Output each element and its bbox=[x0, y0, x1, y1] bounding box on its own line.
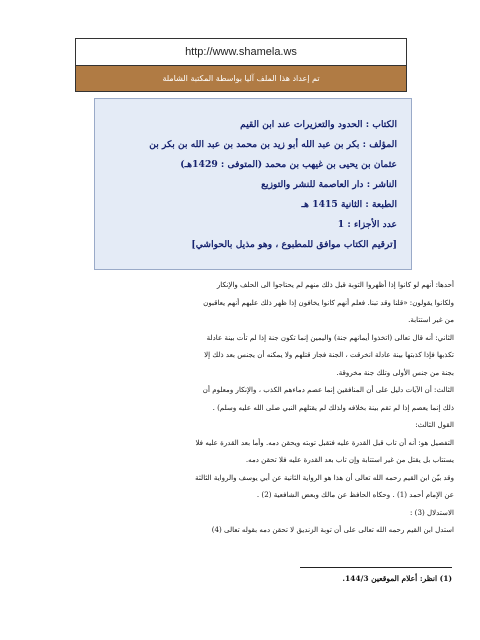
banner-note: تم إعداد هذا الملف آليا بواسطة المكتبة الشاملة bbox=[76, 66, 406, 91]
text-line: وقد بيّن ابن القيم رحمه الله تعالى أن هذا هو الرواية الثانية عن أبي يوسف والرواية الثالثة bbox=[195, 472, 454, 482]
author-line-2: عثمان بن يحيى بن غيهب بن محمد (المتوفى : 1429هـ) bbox=[180, 159, 397, 170]
text-line: بجنة من جنس الأولى وتلك جنة مخروقة. bbox=[336, 367, 454, 377]
text-line: من غير استتابة. bbox=[408, 315, 454, 324]
footnote: (1) انظر: أعلام الموقعين 144/3. bbox=[342, 574, 452, 583]
text-line: تكذبها فإذا كذبتها بينة عادلة انخرقت ، الجنة فجاز قتلهم ولا يمكنه أن يجنس بعد ذلك إلا bbox=[204, 350, 454, 359]
numbering-note-line: [ترقيم الكتاب موافق للمطبوع ، وهو مذيل بالحواشي] bbox=[191, 239, 397, 250]
text-line: الثالث: أن الآيات دليل على أن المنافقين إنما عصم دماءهم الكذب ، والإنكار ومعلوم أن bbox=[202, 385, 454, 394]
book-title-line: الكتاب : الحدود والتعزيرات عند ابن القيم bbox=[240, 119, 397, 130]
footnote-divider bbox=[300, 567, 452, 568]
parts-line: عدد الأجزاء : 1 bbox=[337, 219, 397, 230]
text-line: أحدها: أنهم لو كانوا إذا أظهروا التوبة قبل ذلك منهم لم يحتاجوا الى الحلف والإنكار bbox=[216, 280, 454, 289]
text-line: عن الإمام أحمد (1) . وحكاه الحافظ عن مالك وبعض الشافعية (2) . bbox=[256, 490, 454, 499]
text-line: ولكانوا يقولون: «قلنا وقد تبنا. فعلم أنهم كانوا يخافون إذا ظهر ذلك عليهم أنهم يعاقبون bbox=[203, 297, 454, 307]
publisher-line: الناشر : دار العاصمة للنشر والتوزيع bbox=[261, 179, 397, 190]
section-heading: الاستدلال (3) : bbox=[410, 507, 454, 517]
banner-url-link[interactable]: http://www.shamela.ws bbox=[76, 39, 406, 66]
section-heading: القول الثالث: bbox=[415, 420, 454, 429]
body-text bbox=[22, 276, 454, 539]
text-line: ذلك إنما يعصم إذا لم تقم بينة بخلافه ولذلك لم يقتلهم النبي صلى الله عليه وسلم) . bbox=[212, 402, 454, 412]
text-line: التفصيل هو: أنه أن تاب قبل القدرة عليه فتقبل توبته ويحقن دمه. وأما بعد القدرة عليه فلا bbox=[195, 437, 454, 447]
text-line: الثاني: أنه قال تعالى (اتخذوا أيمانهم جنة) واليمين إنما تكون جنة إذا لم تأت بينة عادلة bbox=[206, 332, 454, 342]
edition-line: الطبعة : الثانية 1415 هـ bbox=[301, 199, 397, 210]
shamela-banner bbox=[75, 38, 407, 92]
text-line: استدل ابن القيم رحمه الله تعالى على أن توبة الزنديق لا تحقن دمه بقوله تعالى (4) bbox=[211, 525, 454, 534]
author-line-1: المؤلف : بكر بن عبد الله أبو زيد بن محمد بن عبد الله بن بكر بن bbox=[149, 139, 397, 150]
book-info-box bbox=[94, 98, 412, 270]
text-line: يستتاب بل يقتل من غير استتابة وإن تاب بعد القدرة عليه فلا تحقن دمه. bbox=[245, 455, 454, 464]
